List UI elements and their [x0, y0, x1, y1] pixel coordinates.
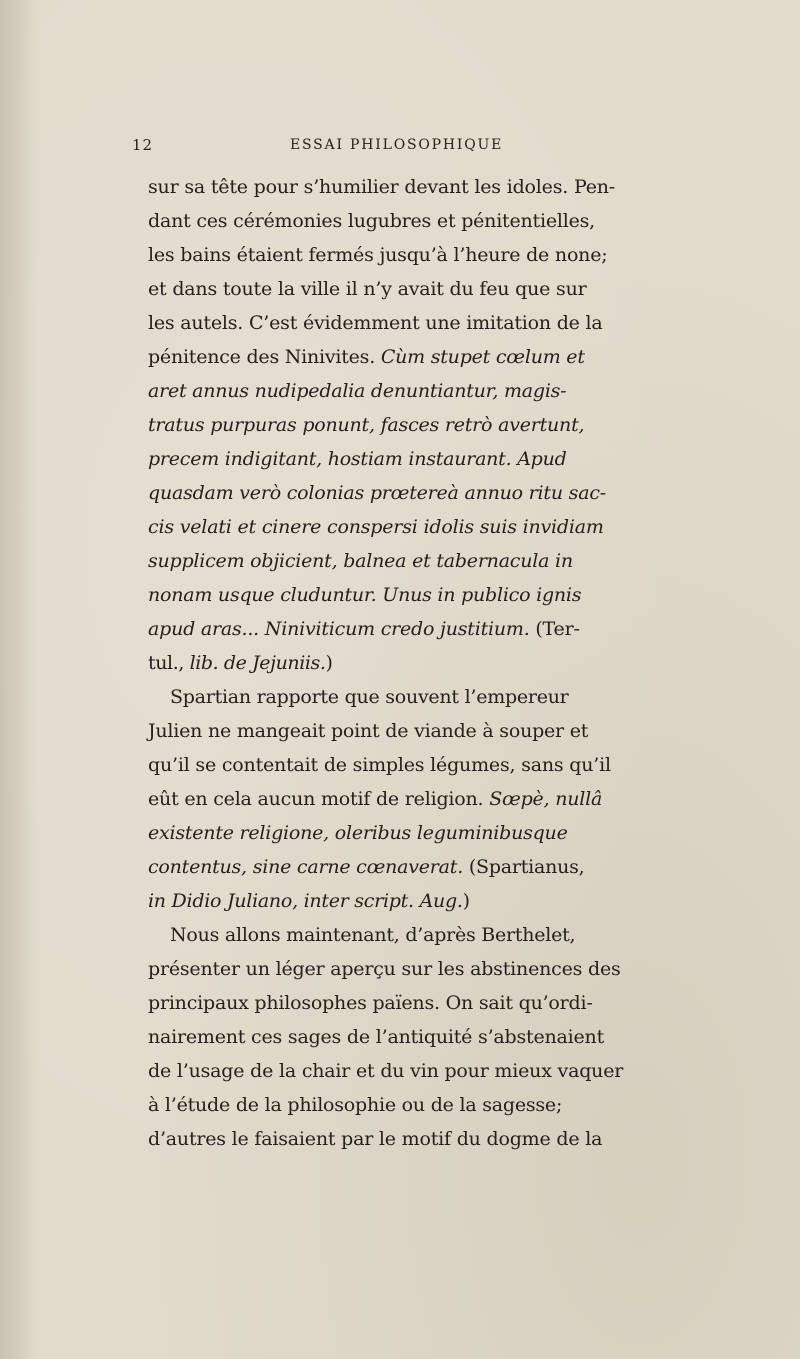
text-line [148, 1054, 688, 1088]
text-line [148, 680, 688, 714]
text-segment: (Ter- [529, 618, 580, 640]
text-line [148, 918, 688, 952]
italic-text-segment: Cùm stupet cœlum et [380, 346, 585, 368]
text-segment: Spartian rapporte que souvent l’empereur [170, 686, 569, 708]
text-segment: pénitence des Ninivites. [148, 346, 381, 368]
text-segment: eût en cela aucun motif de religion. [148, 788, 490, 810]
text-segment: d’autres le faisaient par le motif du dogme de la [148, 1128, 603, 1150]
text-line [148, 272, 688, 306]
text-line [148, 850, 688, 884]
italic-text-segment: quasdam verò colonias prœtereà annuo ritu sac- [148, 482, 606, 504]
page-number: 12 [132, 136, 154, 154]
italic-text-segment: precem indigitant, hostiam instaurant. Apud [148, 448, 567, 470]
text-line [148, 612, 688, 646]
text-line [148, 714, 688, 748]
text-line [148, 306, 688, 340]
italic-text-segment: tratus purpuras ponunt, fasces retrò avertunt, [148, 414, 585, 436]
text-line [148, 1122, 688, 1156]
text-segment: les autels. C’est évidemment une imitation de la [148, 312, 603, 334]
page-header [132, 136, 672, 160]
italic-text-segment: existente religione, oleribus leguminibusque [148, 822, 568, 844]
text-line [148, 238, 688, 272]
text-segment: ) [325, 652, 333, 674]
text-segment: sur sa tête pour s’humilier devant les idoles. Pen- [148, 176, 616, 198]
text-line [148, 374, 688, 408]
text-segment: (Spartianus, [463, 856, 585, 878]
italic-text-segment: cis velati et cinere conspersi idolis suis invidiam [148, 516, 604, 538]
text-segment: Nous allons maintenant, d’après Berthelet, [170, 924, 576, 946]
body-text [148, 170, 688, 1156]
text-segment: et dans toute la ville il n’y avait du feu que sur [148, 278, 587, 300]
text-segment: de l’usage de la chair et du vin pour mieux vaquer [148, 1060, 624, 1082]
text-segment: principaux philosophes païens. On sait qu’ordi- [148, 992, 593, 1014]
text-line [148, 748, 688, 782]
italic-text-segment: Sœpè, nullâ [489, 788, 603, 810]
text-line [148, 476, 688, 510]
text-line [148, 816, 688, 850]
text-segment: à l’étude de la philosophie ou de la sagesse; [148, 1094, 563, 1116]
text-line [148, 884, 688, 918]
text-line [148, 170, 688, 204]
text-segment: ) [462, 890, 470, 912]
text-segment: nairement ces sages de l’antiquité s’abstenaient [148, 1026, 605, 1048]
text-line [148, 544, 688, 578]
text-segment: dant ces cérémonies lugubres et pénitentielles, [148, 210, 595, 232]
text-line [148, 646, 688, 680]
text-segment: tul., [148, 652, 190, 674]
text-line [148, 952, 688, 986]
italic-text-segment: apud aras... Niniviticum credo justitium. [148, 618, 530, 640]
text-line [148, 986, 688, 1020]
text-segment: Julien ne mangeait point de viande à souper et [148, 720, 589, 742]
italic-text-segment: lib. de Jejuniis. [189, 652, 326, 674]
text-line [148, 442, 688, 476]
italic-text-segment: nonam usque cluduntur. Unus in publico ignis [148, 584, 582, 606]
text-line [148, 782, 688, 816]
text-line [148, 1020, 688, 1054]
italic-text-segment: supplicem objicient, balnea et tabernacula in [148, 550, 573, 572]
text-line [148, 510, 688, 544]
running-title: ESSAI PHILOSOPHIQUE [290, 137, 504, 153]
text-line [148, 578, 688, 612]
text-line [148, 408, 688, 442]
text-segment: présenter un léger aperçu sur les abstinences des [148, 958, 621, 980]
italic-text-segment: contentus, sine carne cœnaverat. [148, 856, 464, 878]
text-segment: les bains étaient fermés jusqu’à l’heure de none; [148, 244, 608, 266]
text-line [148, 340, 688, 374]
italic-text-segment: aret annus nudipedalia denuntiantur, magis- [148, 380, 567, 402]
text-line [148, 1088, 688, 1122]
page-gutter-shadow [0, 0, 38, 1359]
italic-text-segment: in Didio Juliano, inter script. Aug. [148, 890, 463, 912]
text-line [148, 204, 688, 238]
text-segment: qu’il se contentait de simples légumes, sans qu’il [148, 754, 611, 776]
